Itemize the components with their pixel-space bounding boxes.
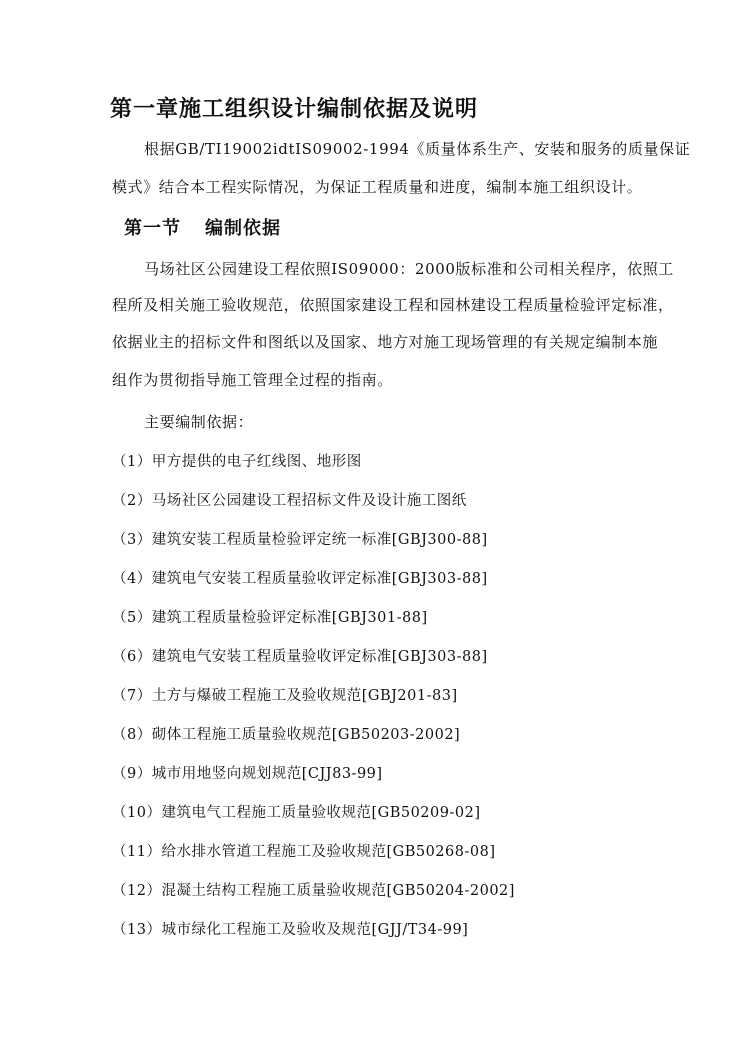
list-item: （12）混凝土结构工程施工质量验收规范[GB50204-2002] — [112, 883, 515, 899]
list-item: （6）建筑电气安装工程质量验收评定标准[GBJ303-88] — [112, 649, 488, 665]
basis-line-3: 依据业主的招标文件和图纸以及国家、地方对施工现场管理的有关规定编制本施 — [112, 333, 659, 351]
list-item: （11）给水排水管道工程施工及验收规范[GB50268-08] — [112, 844, 496, 860]
list-item: （2）马场社区公园建设工程招标文件及设计施工图纸 — [112, 493, 467, 509]
basis-line-4: 组作为贯彻指导施工管理全过程的指南。 — [112, 371, 393, 389]
main-basis-label: 主要编制依据： — [144, 413, 254, 431]
list-item: （10）建筑电气工程施工质量验收规范[GB50209-02] — [112, 805, 481, 821]
list-item: （13）城市绿化工程施工及验收及规范[GJJ/T34-99] — [112, 922, 469, 938]
list-item: （1）甲方提供的电子红线图、地形图 — [112, 454, 362, 470]
list-item: （8）砌体工程施工质量验收规范[GB50203-2002] — [112, 727, 461, 743]
list-item: （5）建筑工程质量检验评定标准[GBJ301-88] — [112, 610, 428, 626]
section-title: 编制依据 — [205, 218, 281, 239]
list-item: （9）城市用地竖向规划规范[CJJ83-99] — [112, 766, 383, 782]
intro-line-2: 模式》结合本工程实际情况，为保证工程质量和进度，编制本施工组织设计。 — [112, 178, 643, 196]
chapter-title: 第一章施工组织设计编制依据及说明 — [110, 97, 479, 122]
basis-line-2: 程所及相关施工验收规范，依照国家建设工程和园林建设工程质量检验评定标准， — [112, 296, 674, 314]
list-item: （3）建筑安装工程质量检验评定统一标准[GBJ300-88] — [112, 532, 488, 548]
basis-line-1: 马场社区公园建设工程依照IS09000：2000版标准和公司相关程序，依照工 — [144, 260, 674, 278]
list-item: （4）建筑电气安装工程质量验收评定标准[GBJ303-88] — [112, 571, 488, 587]
section-heading — [124, 214, 281, 240]
list-item: （7）土方与爆破工程施工及验收规范[GBJ201-83] — [112, 688, 458, 704]
intro-line-1: 根据GB/TI19002idtIS09002-1994《质量体系生产、安装和服务的质量保证 — [144, 140, 691, 158]
section-number: 第一节 — [124, 218, 181, 239]
